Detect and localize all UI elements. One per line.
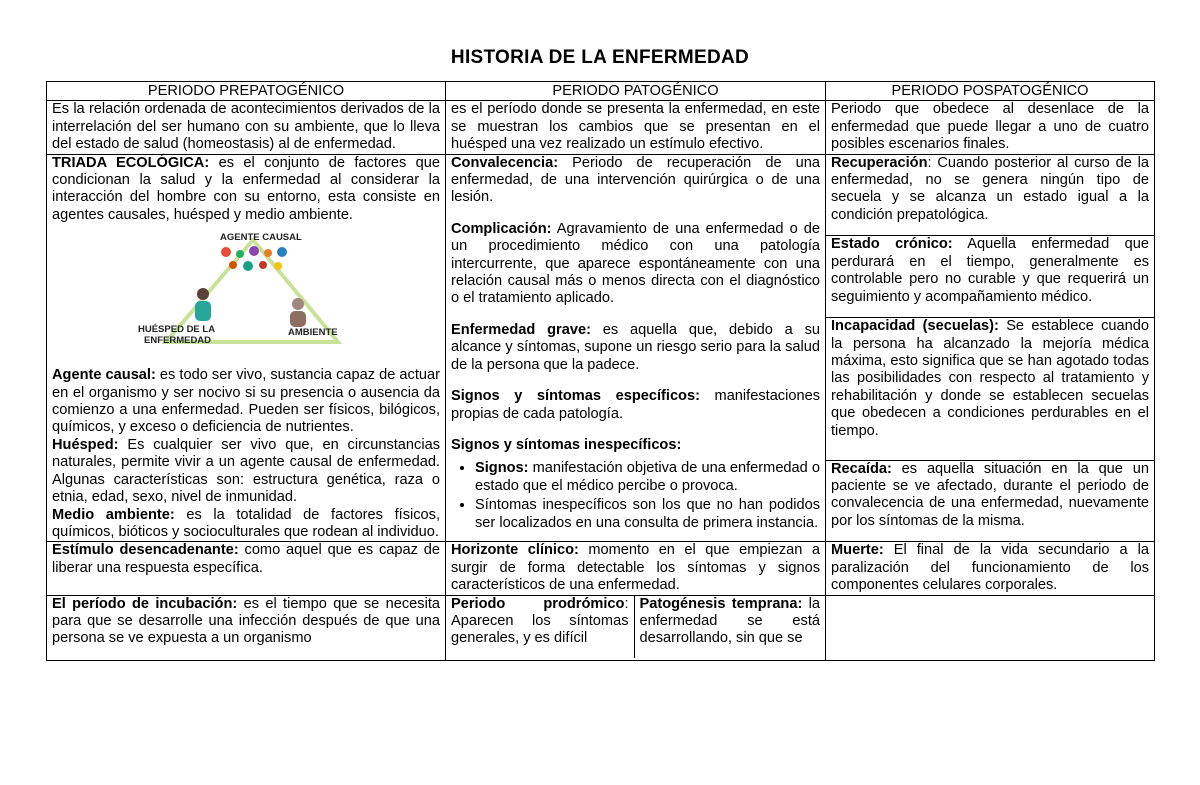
especificos-text: manifestaciones propias de cada patología. xyxy=(451,388,820,422)
triad-label-agente: AGENTE CAUSAL xyxy=(220,232,302,244)
especificos-paragraph xyxy=(451,388,820,423)
header-patogenico: PERIODO PATOGÉNICO xyxy=(446,82,826,101)
huesped-paragraph xyxy=(52,437,440,507)
environment-person-icon xyxy=(290,298,306,327)
incubacion-term: El período de incubación: xyxy=(52,595,238,612)
triad-label-huesped-1: HUÉSPED DE LA xyxy=(138,324,216,336)
agente-text: es todo ser vivo, sustancia capaz de actuar en el organismo y ser nocivo si su presencia o ausencia da comienzo a una enfermedad. Pueden ser físicos, bilógicos, químicos, y exceso o deficiencia de nutrientes. xyxy=(52,367,440,436)
temprana-text: la enfermedad se está desarrollando, sin que se xyxy=(639,595,820,647)
grave-term: Enfermedad grave: xyxy=(451,321,591,338)
especificos-term: Signos y síntomas específicos: xyxy=(451,388,700,405)
prodromico-colon: : xyxy=(624,595,629,612)
cronico-text: Aquella enfermedad que perdurará en el tiempo, generalmente es controlable pero no curable y que requerirá un seguimiento y acompañamiento médico. xyxy=(831,236,1149,305)
grave-text: es aquella que, debido a su alcance y síntomas, supone un riesgo serio para la salud de la persona que la padece. xyxy=(451,321,820,373)
ecological-triad-diagram xyxy=(138,232,368,357)
recuperacion-text: : Cuando posterior al curso de la enfermedad, no se genera ningún tipo de secuela y se alcanza un estado igual a la condición prepatológica. xyxy=(831,154,1149,223)
huesped-text: Es cualquier ser vivo que, en circunstancias naturales, permite vivir a un agente causal de enfermedad. Algunas características son: estructura genética, raza o etnia, edad, sexo, nivel de inmunidad. xyxy=(52,436,440,506)
medio-term: Medio ambiente: xyxy=(52,506,175,523)
grave-paragraph xyxy=(451,322,820,374)
intro-pospatogenico: Periodo que obedece al desenlace de la enfermedad que puede llegar a uno de cuatro posibles escenarios finales. xyxy=(826,101,1155,154)
prodromico-term: Periodo prodrómico xyxy=(451,595,625,612)
triada-term: TRIADA ECOLÓGICA: xyxy=(52,154,210,171)
estimulo-term: Estímulo desencadenante: xyxy=(52,542,239,559)
muerte-term: Muerte: xyxy=(831,542,884,559)
host-person-icon xyxy=(195,288,211,321)
intro-prepatogenico: Es la relación ordenada de acontecimientos derivados de la interrelación del ser humano con su ambiente, que lo lleva del estado de salud (homeostasis) al de enfermedad. xyxy=(47,101,446,154)
triad-label-huesped-2: ENFERMEDAD xyxy=(144,335,212,347)
triada-text: es el conjunto de factores que condicionan la salud y la enfermedad al considerar la interacción del hombre con su entorno, esta consiste en agentes causales, huésped y medio ambiente. xyxy=(52,154,440,223)
history-table xyxy=(46,81,1155,661)
incapacidad-cell xyxy=(826,318,1155,460)
complicacion-term: Complicación: xyxy=(451,220,552,237)
triada-paragraph xyxy=(52,155,440,225)
estimulo-cell xyxy=(47,542,446,595)
prodromico-cell xyxy=(446,596,634,658)
incubacion-cell xyxy=(47,595,446,660)
cronico-term: Estado crónico: xyxy=(831,236,953,253)
convalecencia-term: Convalecencia: xyxy=(451,154,559,171)
muerte-cell xyxy=(826,542,1155,595)
intro-patogenico: es el período donde se presenta la enfermedad, en este se muestran los cambios que se presentan en el huésped una vez realizado un estímulo efectivo. xyxy=(446,101,826,154)
complicacion-text: Agravamiento de una enfermedad o de un procedimiento médico con una patología intercurrente, que aparece espontáneamente con una relación causal más o menos directa con el diagnóstico o el tratamiento aplicado. xyxy=(451,220,820,307)
agente-term: Agente causal: xyxy=(52,367,156,384)
recaida-text: es aquella situación en la que un paciente se ve afectado, durante el periodo de convalecencia de una enfermedad, nuevamente por los síntomas de la misma. xyxy=(831,460,1149,529)
stimulus-row xyxy=(47,542,1155,595)
empty-pos-cell xyxy=(826,595,1155,660)
medio-paragraph xyxy=(52,507,440,542)
muerte-text: El final de la vida secundario a la paralización del funcionamiento de los componentes celulares corporales. xyxy=(831,542,1149,594)
recuperacion-cell xyxy=(826,154,1155,236)
list-item xyxy=(475,460,820,495)
agente-paragraph xyxy=(52,367,440,437)
content-row xyxy=(47,154,1155,236)
recaida-term: Recaída: xyxy=(831,460,892,477)
recuperacion-term: Recuperación xyxy=(831,154,928,171)
signs-list xyxy=(451,460,820,532)
pat-main-cell xyxy=(446,154,826,542)
cronico-cell xyxy=(826,236,1155,318)
incapacidad-term: Incapacidad (secuelas): xyxy=(831,318,999,335)
signos-text: manifestación objetiva de una enfermedad o estado que el médico percibe o provoca. xyxy=(475,460,820,494)
convalecencia-paragraph xyxy=(451,155,820,207)
signos-term: Signos: xyxy=(475,460,529,477)
horizonte-term: Horizonte clínico: xyxy=(451,542,579,559)
header-pospatogenico: PERIODO POSPATOGÉNICO xyxy=(826,82,1155,101)
horizonte-cell xyxy=(446,542,826,595)
pat-split-table xyxy=(446,596,825,658)
header-row xyxy=(47,82,1155,101)
intro-row xyxy=(47,101,1155,154)
complicacion-paragraph xyxy=(451,221,820,308)
temprana-term: Patogénesis temprana: xyxy=(639,595,803,612)
medio-text: es la totalidad de factores físicos, químicos, bióticos y socioculturales que rodean al individuo. xyxy=(52,506,440,540)
huesped-term: Huésped: xyxy=(52,436,119,453)
document-title: HISTORIA DE LA ENFERMEDAD xyxy=(450,47,750,68)
header-prepatogenico: PERIODO PREPATOGÉNICO xyxy=(47,82,446,101)
convalecencia-text: Periodo de recuperación de una enfermedad, de una intervención quirúrgica o de una lesión. xyxy=(451,154,820,206)
triad-label-ambiente: AMBIENTE xyxy=(288,327,338,339)
incubation-row xyxy=(47,595,1155,660)
inespecificos-heading: Signos y síntomas inespecíficos: xyxy=(451,436,682,453)
pat-split-cell xyxy=(446,595,826,660)
incubacion-text: es el tiempo que se necesita para que se desarrolle una infección después de que una persona se ve expuesta a un organismo xyxy=(52,595,440,647)
prodromico-text: Aparecen los síntomas generales, y es difícil xyxy=(451,612,629,647)
horizonte-text: momento en el que empiezan a surgir de forma detectable los síntomas y signos característicos de una enfermedad. xyxy=(451,542,820,594)
sintomas-text: Síntomas inespecíficos son los que no han podidos ser localizados en una consulta de primera instancia. xyxy=(475,497,820,531)
pre-main-cell xyxy=(47,154,446,542)
list-item xyxy=(475,497,820,532)
temprana-cell xyxy=(634,596,825,658)
estimulo-text: como aquel que es capaz de liberar una respuesta específica. xyxy=(52,542,440,576)
recaida-cell xyxy=(826,460,1155,542)
germs-icon xyxy=(221,246,287,271)
incapacidad-text: Se establece cuando la persona ha alcanzado la mejoría médica máxima, esto significa que se han agotado todas las posibilidades con respecto al tratamiento y rehabilitación y donde se establecen secuelas que obedecen a condiciones perdurables en el tiempo. xyxy=(831,318,1149,439)
